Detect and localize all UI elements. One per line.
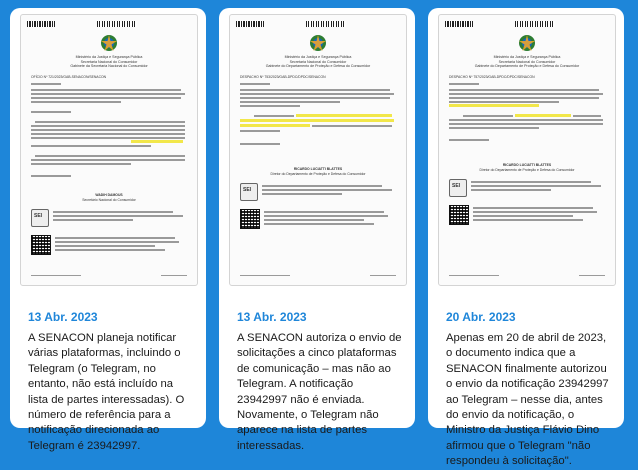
barcode-icon	[306, 21, 346, 27]
card-description: A SENACON planeja notificar várias plataformas, incluindo o Telegram (o Telegram, no entanto, não está incluído na lista de partes interessadas). O número de referência para a notificação direcionada ao Telegram é 23942997.	[28, 332, 185, 452]
barcode-icon	[236, 21, 264, 27]
document-office-number: DESPACHO Nº 757/2023/GAB-DPDC/DPDC/SENACON	[449, 75, 535, 79]
sei-seal-icon: SEI	[240, 183, 258, 201]
card-date: 13 Abr. 2023	[237, 310, 307, 324]
document-scan[interactable]	[229, 14, 407, 286]
document-card-1	[10, 8, 206, 452]
card-date: 13 Abr. 2023	[28, 310, 98, 324]
document-office-number: DESPACHO Nº 753/2023/GAB-DPDC/DPDC/SENACON	[240, 75, 326, 79]
document-card-2	[219, 8, 415, 452]
sei-seal-icon: SEI	[449, 179, 467, 197]
document-footer	[31, 275, 187, 279]
barcode-icon	[445, 21, 473, 27]
signature-role: Secretário Nacional do Consumidor	[82, 198, 136, 202]
document-barcode-row	[445, 20, 609, 28]
document-header: Ministério da Justiça e Segurança Pública Secretaria Nacional do Consumidor Gabinete do Departamento de Proteção e Defesa do Consumidor	[265, 55, 371, 69]
document-header: Ministério da Justiça e Segurança Pública Secretaria Nacional do Consumidor Gabinete do Departamento de Proteção e Defesa do Consumidor	[474, 55, 580, 69]
electronic-signature-box	[449, 177, 605, 199]
card-description: A SENACON autoriza o envio de solicitações a cinco plataformas de comunicação – mas não ao Telegram. A notificação 23942997 não é enviada. Novamente, o Telegram não aparece na lista de partes interessadas.	[237, 332, 402, 452]
coat-of-arms-icon	[517, 33, 537, 53]
document-barcode-row	[27, 20, 191, 28]
signature-name: RICARDO LUCIATTI BLATTES	[293, 167, 343, 171]
document-barcode-row	[236, 20, 400, 28]
document-scan[interactable]	[438, 14, 616, 286]
card-date: 20 Abr. 2023	[446, 310, 516, 324]
document-header: Ministério da Justiça e Segurança Pública Secretaria Nacional do Consumidor Gabinete da Secretaria Nacional do Consumidor	[70, 55, 148, 69]
barcode-icon	[27, 21, 55, 27]
coat-of-arms-icon	[99, 33, 119, 53]
document-footer	[240, 275, 396, 279]
sei-seal-icon: SEI	[31, 209, 49, 227]
electronic-signature-box	[31, 207, 187, 229]
coat-of-arms-icon	[308, 33, 328, 53]
electronic-signature-box	[240, 181, 396, 203]
document-office-number: OFÍCIO Nº 721/2023/GAB-SENACON/SENACON	[31, 75, 107, 79]
qr-code-icon	[449, 205, 469, 225]
signature-role: Diretor do Departamento de Proteção e Defesa do Consumidor	[270, 172, 366, 176]
document-footer	[449, 275, 605, 279]
barcode-icon	[515, 21, 555, 27]
barcode-icon	[97, 21, 137, 27]
document-scan[interactable]	[20, 14, 198, 286]
signature-name: WADIH DAMOUS	[95, 193, 123, 197]
qr-code-icon	[31, 235, 51, 255]
card-description: Apenas em 20 de abril de 2023, o documento indica que a SENACON finalmente autorizou o envio da notificação 23942997 ao Telegram – nesse dia, antes do envio da notificação, o Ministro da Justiça Flávio Dino afirmou que o Telegram "não respondeu à solicitação".	[446, 332, 609, 468]
document-card-3	[428, 8, 624, 468]
signature-name: RICARDO LUCIATTI BLATTES	[502, 163, 552, 167]
signature-role: Diretor do Departamento de Proteção e Defesa do Consumidor	[479, 168, 575, 172]
qr-code-icon	[240, 209, 260, 229]
